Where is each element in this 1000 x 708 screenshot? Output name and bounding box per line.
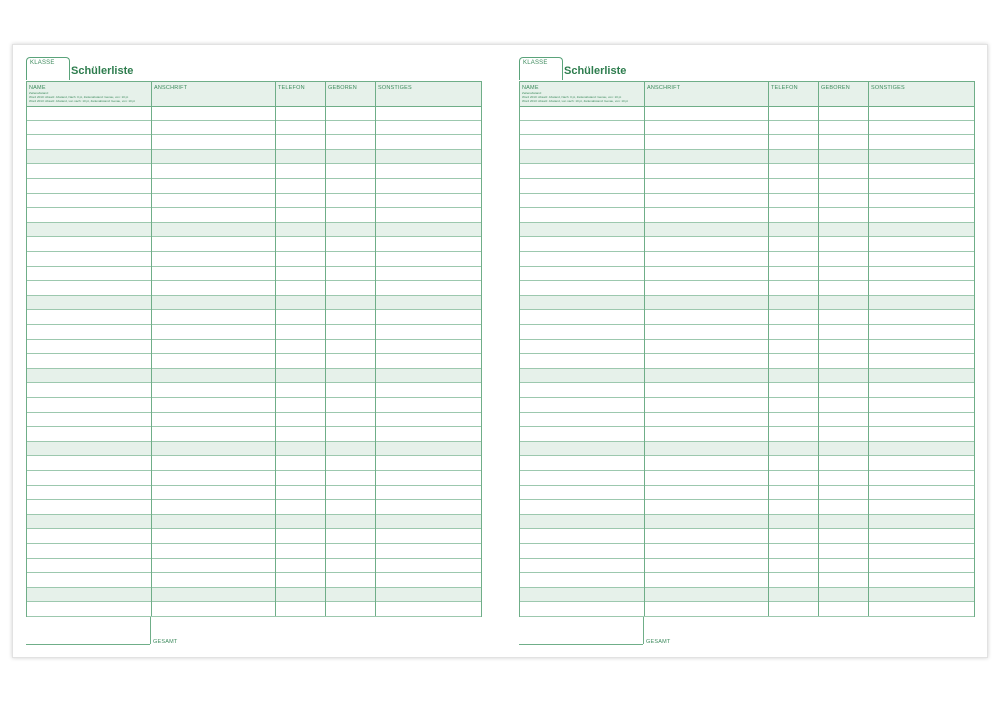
table-header	[27, 82, 481, 107]
table-row[interactable]	[27, 340, 481, 355]
document-sheet	[12, 44, 988, 658]
table-row[interactable]	[520, 471, 974, 486]
name-note-1: Zeilenabstand:	[29, 91, 49, 95]
table-row[interactable]	[27, 194, 481, 209]
table-row[interactable]	[520, 296, 974, 311]
gesamt-label: GESAMT	[153, 639, 178, 645]
page-title: Schülerliste	[71, 65, 134, 77]
table-row[interactable]	[27, 281, 481, 296]
page-left	[13, 45, 500, 657]
table-row[interactable]	[27, 150, 481, 165]
column-header-sonstiges: SONSTIGES	[378, 85, 412, 91]
table-row[interactable]	[520, 369, 974, 384]
page-right	[506, 45, 993, 657]
column-divider	[151, 82, 152, 616]
table-row[interactable]	[520, 559, 974, 574]
table-row[interactable]	[27, 398, 481, 413]
table-row[interactable]	[27, 354, 481, 369]
table-row[interactable]	[27, 369, 481, 384]
table-row[interactable]	[27, 237, 481, 252]
table-row[interactable]	[27, 325, 481, 340]
table-row[interactable]	[520, 106, 974, 121]
table-row[interactable]	[520, 456, 974, 471]
table-row[interactable]	[520, 237, 974, 252]
column-header-geboren: GEBOREN	[328, 85, 357, 91]
column-divider	[644, 82, 645, 616]
table-row[interactable]	[520, 121, 974, 136]
table-row[interactable]	[520, 223, 974, 238]
page-title: Schülerliste	[564, 65, 627, 77]
table-row[interactable]	[27, 559, 481, 574]
table-row[interactable]	[520, 164, 974, 179]
table-row[interactable]	[520, 150, 974, 165]
column-header-telefon: TELEFON	[278, 85, 305, 91]
table-row[interactable]	[27, 121, 481, 136]
column-divider	[275, 82, 276, 616]
table-row[interactable]	[520, 413, 974, 428]
table-row[interactable]	[27, 106, 481, 121]
table-row[interactable]	[27, 164, 481, 179]
column-divider	[375, 82, 376, 616]
table-row[interactable]	[520, 135, 974, 150]
table-row[interactable]	[520, 588, 974, 603]
table-row[interactable]	[27, 135, 481, 150]
column-header-anschrift: ANSCHRIFT	[154, 85, 188, 91]
klasse-label: KLASSE	[523, 60, 548, 66]
table-row[interactable]	[520, 252, 974, 267]
table-row[interactable]	[27, 208, 481, 223]
gesamt-divider	[643, 617, 644, 644]
table-row[interactable]	[27, 588, 481, 603]
table-row[interactable]	[27, 179, 481, 194]
table-row[interactable]	[520, 500, 974, 515]
table-row[interactable]	[27, 544, 481, 559]
name-note-1: Zeilenabstand:	[522, 91, 542, 95]
gesamt-divider	[150, 617, 151, 644]
name-note-3: Word 2013: Absatz: Abstand, von nach: 10 pt, Zeilenabstand: Genau, von: 10 pt	[522, 99, 629, 103]
column-header-telefon: TELEFON	[771, 85, 798, 91]
table-row[interactable]	[27, 296, 481, 311]
column-divider	[818, 82, 819, 616]
table-row[interactable]	[520, 544, 974, 559]
table-row[interactable]	[520, 354, 974, 369]
gesamt-field-line	[519, 644, 643, 645]
name-note-2: Word 2010: Absatz: Abstand, Nach: 0 pt, Zeilenabstand: Genau, von: 10 pt	[522, 95, 622, 99]
table-row[interactable]	[27, 500, 481, 515]
column-divider	[768, 82, 769, 616]
table-row[interactable]	[520, 194, 974, 209]
table-row[interactable]	[27, 573, 481, 588]
table-row[interactable]	[520, 602, 974, 617]
table-row[interactable]	[27, 486, 481, 501]
table-header	[520, 82, 974, 107]
gesamt-field-line	[26, 644, 150, 645]
table-row[interactable]	[520, 427, 974, 442]
table-row[interactable]	[27, 267, 481, 282]
table-row[interactable]	[27, 442, 481, 457]
table-row[interactable]	[27, 383, 481, 398]
table-row[interactable]	[27, 223, 481, 238]
klasse-label: KLASSE	[30, 60, 55, 66]
column-divider	[868, 82, 869, 616]
column-divider	[325, 82, 326, 616]
student-table	[519, 81, 975, 617]
table-row[interactable]	[27, 471, 481, 486]
column-header-name: NAME	[29, 85, 46, 91]
column-header-geboren: GEBOREN	[821, 85, 850, 91]
table-row[interactable]	[520, 340, 974, 355]
table-row[interactable]	[520, 383, 974, 398]
table-row[interactable]	[27, 427, 481, 442]
table-row[interactable]	[27, 602, 481, 617]
name-note-3: Word 2013: Absatz: Abstand, von nach: 10 pt, Zeilenabstand: Genau, von: 10 pt	[29, 99, 136, 103]
column-header-sonstiges: SONSTIGES	[871, 85, 905, 91]
table-row[interactable]	[27, 310, 481, 325]
table-row[interactable]	[520, 442, 974, 457]
table-row[interactable]	[520, 515, 974, 530]
table-row[interactable]	[520, 573, 974, 588]
table-row[interactable]	[520, 529, 974, 544]
column-header-name: NAME	[522, 85, 539, 91]
gesamt-label: GESAMT	[646, 639, 671, 645]
table-row[interactable]	[520, 267, 974, 282]
column-header-anschrift: ANSCHRIFT	[647, 85, 681, 91]
table-row[interactable]	[27, 529, 481, 544]
table-row[interactable]	[27, 413, 481, 428]
table-row[interactable]	[520, 281, 974, 296]
table-row[interactable]	[27, 252, 481, 267]
table-row[interactable]	[520, 486, 974, 501]
table-row[interactable]	[520, 310, 974, 325]
student-table	[26, 81, 482, 617]
table-row[interactable]	[27, 456, 481, 471]
table-row[interactable]	[520, 325, 974, 340]
table-row[interactable]	[27, 515, 481, 530]
table-row[interactable]	[520, 208, 974, 223]
klasse-field[interactable]	[519, 57, 563, 80]
table-row[interactable]	[520, 179, 974, 194]
table-row[interactable]	[520, 398, 974, 413]
klasse-field[interactable]	[26, 57, 70, 80]
name-note-2: Word 2010: Absatz: Abstand, Nach: 0 pt, Zeilenabstand: Genau, von: 10 pt	[29, 95, 129, 99]
